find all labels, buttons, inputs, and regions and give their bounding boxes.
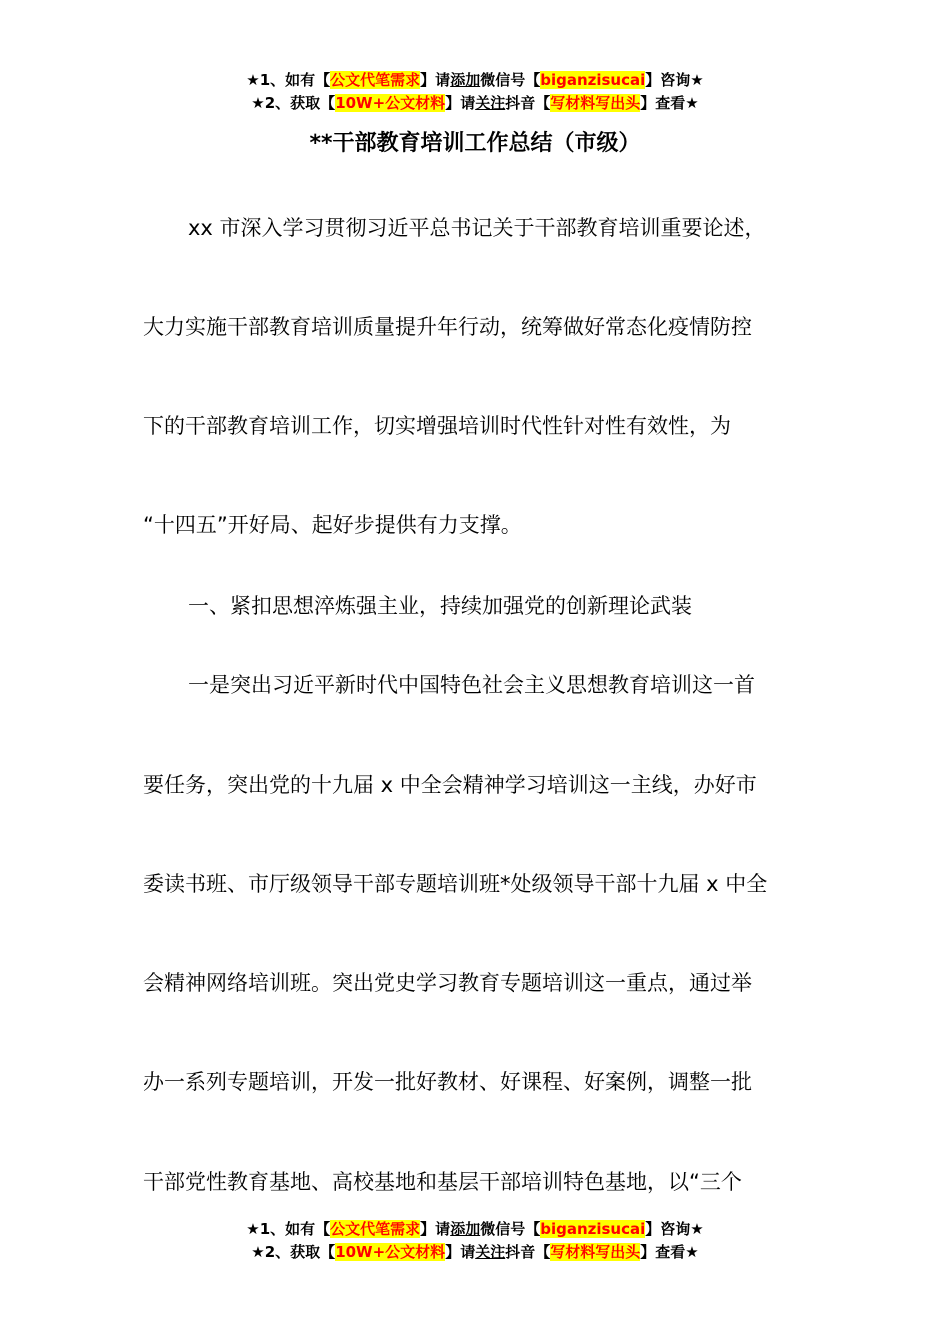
body-line: 办一系列专题培训，开发一批好教材、好课程、好案例，调整一批 bbox=[143, 1070, 752, 1094]
banner-text: 】查看★ bbox=[640, 1243, 699, 1261]
top-banner bbox=[0, 69, 950, 115]
banner-text: ★2、获取【 bbox=[251, 94, 336, 112]
banner-text: 】请 bbox=[420, 1220, 451, 1238]
banner-text: ★1、如有【 bbox=[246, 71, 331, 89]
body-line: 干部党性教育基地、高校基地和基层干部培训特色基地，以“三个 bbox=[143, 1170, 742, 1194]
body-line: 会精神网络培训班。突出党史学习教育专题培训这一重点，通过举 bbox=[143, 971, 752, 995]
document-title: **干部教育培训工作总结（市级） bbox=[309, 131, 641, 156]
bottom-banner bbox=[0, 1218, 950, 1264]
banner-text: 微信号【 bbox=[480, 1220, 541, 1238]
banner-underlined: 关注 bbox=[475, 94, 506, 112]
highlight-materials: 10W+公文材料 bbox=[335, 94, 446, 112]
highlight-douyin-id: 写材料写出头 bbox=[550, 94, 641, 112]
banner-text: 】请 bbox=[420, 71, 451, 89]
banner-line-2 bbox=[0, 92, 950, 115]
body-line: xx 市深入学习贯彻习近平总书记关于干部教育培训重要论述， bbox=[188, 216, 766, 240]
banner-underlined: 关注 bbox=[475, 1243, 506, 1261]
banner-underlined: 添加 bbox=[450, 71, 481, 89]
body-line: 一是突出习近平新时代中国特色社会主义思想教育培训这一首 bbox=[188, 673, 755, 697]
body-line: “十四五”开好局、起好步提供有力支撑。 bbox=[143, 513, 522, 537]
highlight-wechat-id: biganzisucai bbox=[540, 71, 646, 89]
banner-line-2 bbox=[0, 1241, 950, 1264]
body-line: 要任务，突出党的十九届 x 中全会精神学习培训这一主线，办好市 bbox=[143, 773, 757, 797]
banner-line-1 bbox=[0, 1218, 950, 1241]
body-line: 下的干部教育培训工作，切实增强培训时代性针对性有效性，为 bbox=[143, 414, 731, 438]
highlight-wechat-id: biganzisucai bbox=[540, 1220, 646, 1238]
banner-text: 抖音【 bbox=[505, 94, 551, 112]
section-heading: 一、紧扣思想淬炼强主业，持续加强党的创新理论武装 bbox=[188, 594, 692, 618]
banner-text: ★1、如有【 bbox=[246, 1220, 331, 1238]
highlight-service: 公文代笔需求 bbox=[330, 1220, 421, 1238]
banner-text: 】请 bbox=[445, 1243, 476, 1261]
body-line: 大力实施干部教育培训质量提升年行动，统筹做好常态化疫情防控 bbox=[143, 315, 752, 339]
body-line: 委读书班、市厅级领导干部专题培训班*处级领导干部十九届 x 中全 bbox=[143, 872, 768, 896]
banner-text: 】请 bbox=[445, 94, 476, 112]
highlight-douyin-id: 写材料写出头 bbox=[550, 1243, 641, 1261]
banner-text: 微信号【 bbox=[480, 71, 541, 89]
banner-text: 抖音【 bbox=[505, 1243, 551, 1261]
banner-text: 】咨询★ bbox=[645, 1220, 704, 1238]
banner-text: ★2、获取【 bbox=[251, 1243, 336, 1261]
banner-text: 】查看★ bbox=[640, 94, 699, 112]
highlight-materials: 10W+公文材料 bbox=[335, 1243, 446, 1261]
highlight-service: 公文代笔需求 bbox=[330, 71, 421, 89]
banner-underlined: 添加 bbox=[450, 1220, 481, 1238]
banner-text: 】咨询★ bbox=[645, 71, 704, 89]
banner-line-1 bbox=[0, 69, 950, 92]
